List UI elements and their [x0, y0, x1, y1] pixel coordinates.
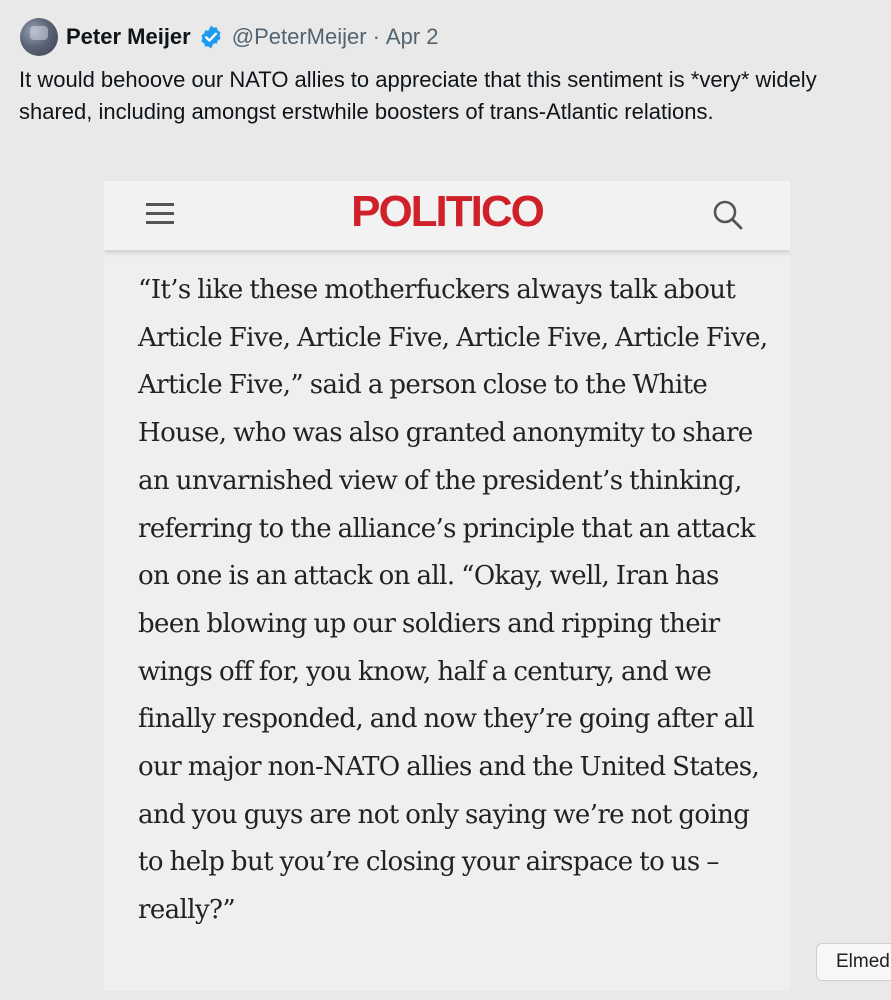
article-quote: “It’s like these motherfuckers always talk about Article Five, Article Five, Article Five, Article Five, Article Five,” said a person close to the White House, who was also granted anonymity to share an unvarnished view of the president’s thinking, referring to the alliance’s principle that an attack on one is an attack on all. “Okay, well, Iran has been blowing up our soldiers and ripping their wings off for, you know, half a century, and we finally responded, and now they’re going after all our major non-NATO allies and the United States, and you guys are not only saying we’re not going to help but you’re closing your airspace to us – really?” — [138, 275, 768, 926]
post-date[interactable]: Apr 2 — [385, 24, 439, 49]
embedded-screenshot[interactable] — [104, 181, 790, 991]
separator-dot: · — [372, 24, 380, 49]
author-handle[interactable]: @PeterMeijer — [231, 24, 367, 49]
floating-chip[interactable]: Elmed — [816, 943, 891, 981]
tweet-header — [20, 17, 438, 57]
politico-header-bar — [104, 181, 790, 250]
verified-badge-icon — [198, 24, 224, 50]
politico-logo: POLITICO — [351, 187, 543, 236]
post-text: It would behoove our NATO allies to appreciate that this sentiment is *very* widely shared, including amongst erstwhile boosters of trans-Atlantic relations. — [19, 67, 817, 124]
avatar[interactable] — [20, 18, 58, 56]
search-icon — [708, 195, 748, 235]
author-name[interactable]: Peter Meijer — [66, 24, 191, 49]
